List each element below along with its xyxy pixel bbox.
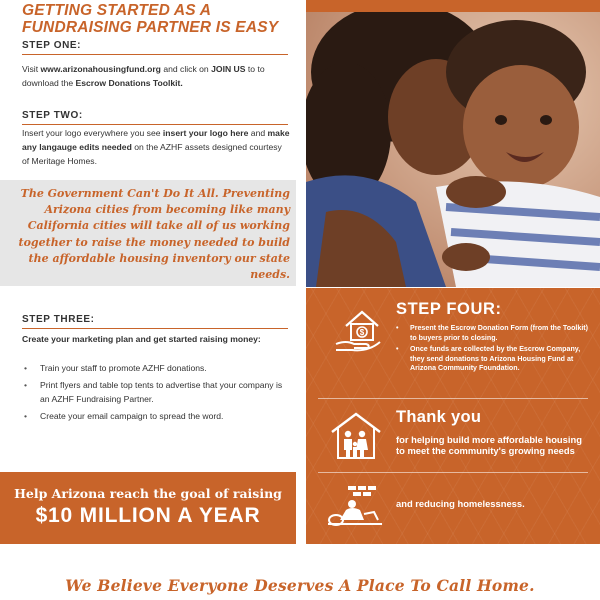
homeless-person-icon bbox=[326, 484, 386, 528]
footer-tagline: We Believe Everyone Deserves A Place To Call Home. bbox=[65, 576, 535, 595]
step-three-heading: STEP THREE: bbox=[22, 314, 288, 329]
step-three-list bbox=[22, 361, 292, 426]
panel-divider bbox=[318, 398, 588, 399]
step-two-text-post: on the AZHF assets designed courtesy of Meritage Homes. bbox=[22, 142, 282, 166]
step-two-bold-edits: make any langauge edits needed bbox=[22, 128, 290, 152]
thank-you-heading: Thank you bbox=[396, 408, 482, 426]
list-item: • Train your staff to promote AZHF donations. bbox=[22, 361, 292, 375]
goal-line-1: Help Arizona reach the goal of raising bbox=[14, 486, 282, 501]
toolkit-text: Escrow Donations Toolkit. bbox=[75, 78, 183, 88]
step-one-heading: STEP ONE: bbox=[22, 40, 288, 55]
website-link[interactable]: www.arizonahousingfund.org bbox=[40, 64, 161, 74]
step-one-text-pre: Visit bbox=[22, 64, 41, 74]
family-house-icon bbox=[328, 410, 384, 462]
hero-photo bbox=[306, 12, 600, 287]
panel-divider bbox=[318, 472, 588, 473]
step-two-bold-logo: insert your logo here bbox=[162, 128, 249, 138]
list-item: • Print flyers and table top tents to advertise that your company is an AZHF Fundraising Partner. bbox=[22, 378, 292, 406]
step-one-text-mid: and click on bbox=[160, 64, 212, 74]
step-two-text bbox=[22, 126, 290, 168]
homelessness-text: and reducing homelessness. bbox=[396, 498, 525, 509]
step-two-heading: STEP TWO: bbox=[22, 110, 288, 125]
thank-you-text: for helping build more affordable housing to meet the community's growing needs bbox=[396, 434, 582, 456]
step-one-text-post: to to download the bbox=[22, 64, 265, 88]
step-two-text-pre: Insert your logo everywhere you see bbox=[22, 128, 163, 138]
house-dollar-hand-icon bbox=[332, 304, 384, 356]
list-item: • Create your email campaign to spread the word. bbox=[22, 409, 292, 423]
svg-text:$: $ bbox=[359, 328, 365, 337]
step-four-heading: STEP FOUR: bbox=[396, 300, 502, 318]
headline: GETTING STARTED AS A FUNDRAISING PARTNER IS EASY bbox=[22, 2, 279, 36]
step-two-text-mid: and bbox=[248, 128, 268, 138]
list-item: • Present the Escrow Donation Form (from the Toolkit) to buyers prior to closing. bbox=[396, 324, 592, 343]
goal-banner bbox=[0, 472, 296, 544]
mother-child-photo-icon bbox=[306, 12, 600, 287]
step-four-list bbox=[396, 324, 592, 376]
step-one-text bbox=[22, 62, 290, 90]
top-accent-bar bbox=[306, 0, 600, 12]
step-four-panel bbox=[306, 288, 600, 544]
join-us-text: JOIN US bbox=[211, 64, 246, 74]
quote-text: The Government Can't Do It All. Preventing Arizona cities from becoming like many California cities will take all of us working together to raise the money needed to build the affordable housing inventory our state needs. bbox=[18, 187, 290, 282]
goal-line-2: $10 MILLION A YEAR bbox=[35, 504, 261, 527]
list-item: • Once funds are collected by the Escrow Company, they send donations to Arizona Housing Fund at Arizona Community Foundation. bbox=[396, 345, 592, 374]
step-three-intro: Create your marketing plan and get started raising money: bbox=[22, 334, 261, 344]
